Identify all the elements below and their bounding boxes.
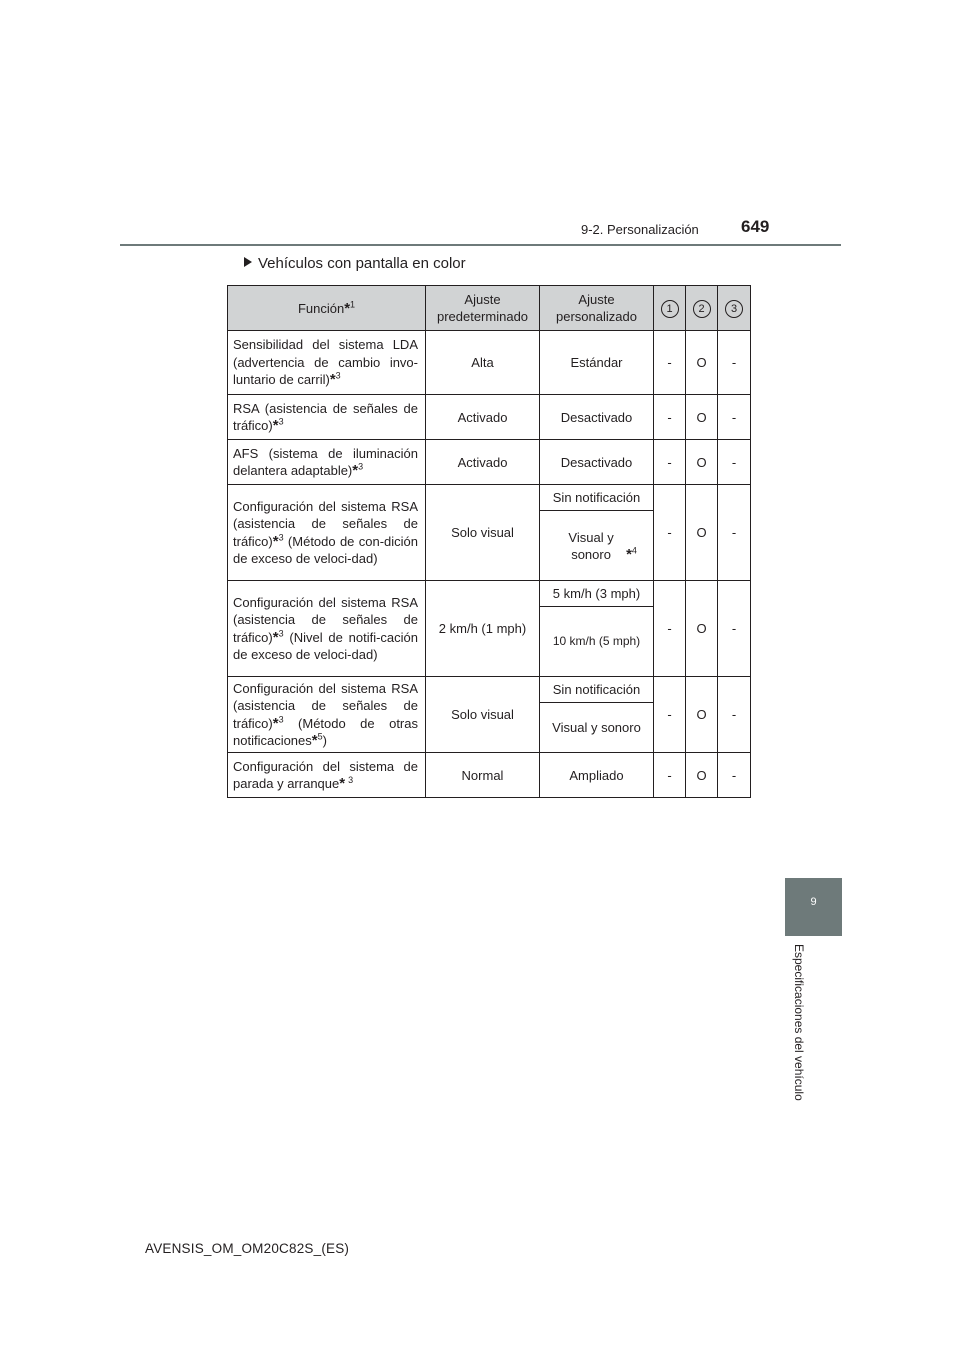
cell-predeterminado: Activado <box>426 395 540 440</box>
cell-col-1: - <box>654 753 686 798</box>
cell-personalizado: 5 km/h (3 mph) <box>540 581 654 607</box>
settings-table <box>227 285 751 798</box>
cell-col-2: O <box>686 677 718 753</box>
cell-col-2: O <box>686 331 718 395</box>
table-row <box>228 677 751 703</box>
table-row <box>228 440 751 485</box>
cell-col-3: - <box>718 440 751 485</box>
cell-predeterminado: Solo visual <box>426 677 540 753</box>
cell-funcion: Configuración del sistema RSA (asistencia de señales de tráfico)*$^3$ (Nivel de notifi-cación de exceso de veloci-dad) <box>228 581 426 677</box>
cell-col-3: - <box>718 331 751 395</box>
table-row <box>228 485 751 511</box>
header-col-2 <box>686 286 718 331</box>
cell-personalizado: Desactivado <box>540 440 654 485</box>
chapter-tab-number: 9 <box>785 878 842 936</box>
cell-funcion: Configuración del sistema RSA (asistencia de señales de tráfico)*$^3$ (Método de con-dición de exceso de veloci-dad) <box>228 485 426 581</box>
header-rule <box>120 244 841 246</box>
cell-personalizado: Sin notificación <box>540 677 654 703</box>
cell-personalizado: Visual y sonoro *$^4$ <box>540 511 654 581</box>
cell-personalizado: Estándar <box>540 331 654 395</box>
cell-predeterminado: Normal <box>426 753 540 798</box>
circled-number: 1 <box>661 300 679 318</box>
cell-personalizado: Sin notificación <box>540 485 654 511</box>
cell-funcion: Configuración del sistema RSA (asistencia de señales de tráfico)*$^3$ (Método de otras notificaciones*$^5$) <box>228 677 426 753</box>
cell-funcion: AFS (sistema de iluminación delantera adaptable)*$^3$ <box>228 440 426 485</box>
cell-col-2: O <box>686 753 718 798</box>
section-title: 9-2. Personalización <box>581 222 699 237</box>
circled-number: 3 <box>725 300 743 318</box>
cell-col-3: - <box>718 485 751 581</box>
table-row <box>228 331 751 395</box>
asterisk: * <box>344 299 351 317</box>
subtitle <box>244 255 466 272</box>
cell-personalizado: Desactivado <box>540 395 654 440</box>
cell-col-3: - <box>718 677 751 753</box>
cell-predeterminado: Activado <box>426 440 540 485</box>
header-funcion: Función*$^1$ <box>228 286 426 331</box>
cell-personalizado: Visual y sonoro <box>540 703 654 753</box>
cell-personalizado: Ampliado <box>540 753 654 798</box>
cell-predeterminado: Solo visual <box>426 485 540 581</box>
cell-col-3: - <box>718 395 751 440</box>
cell-col-3: - <box>718 753 751 798</box>
cell-col-2: O <box>686 485 718 581</box>
cell-funcion: RSA (asistencia de señales de tráfico)*$^3$ <box>228 395 426 440</box>
cell-col-1: - <box>654 485 686 581</box>
cell-col-2: O <box>686 440 718 485</box>
cell-col-1: - <box>654 440 686 485</box>
circled-number: 2 <box>693 300 711 318</box>
cell-col-2: O <box>686 395 718 440</box>
cell-col-1: - <box>654 395 686 440</box>
cell-col-1: - <box>654 331 686 395</box>
cell-col-1: - <box>654 581 686 677</box>
cell-funcion: Sensibilidad del sistema LDA (advertencia de cambio invo-luntario de carril)*$^3$ <box>228 331 426 395</box>
header-col-1 <box>654 286 686 331</box>
header-ajuste-predeterminado: Ajuste predeterminado <box>426 286 540 331</box>
table-header-row <box>228 286 751 331</box>
cell-predeterminado: Alta <box>426 331 540 395</box>
cell-col-2: O <box>686 581 718 677</box>
table-row <box>228 395 751 440</box>
header-col-3 <box>718 286 751 331</box>
cell-funcion: Configuración del sistema de parada y arranque* $^3$ <box>228 753 426 798</box>
table-row <box>228 753 751 798</box>
cell-personalizado: 10 km/h (5 mph) <box>540 607 654 677</box>
table-row <box>228 581 751 607</box>
header-ajuste-personalizado: Ajuste personalizado <box>540 286 654 331</box>
cell-predeterminado: 2 km/h (1 mph) <box>426 581 540 677</box>
chapter-tab-label: Especificaciones del vehículo <box>792 944 806 1101</box>
cell-col-1: - <box>654 677 686 753</box>
page-number: 649 <box>741 217 770 236</box>
triangle-bullet-icon <box>244 257 252 267</box>
cell-col-3: - <box>718 581 751 677</box>
subtitle-text: Vehículos con pantalla en color <box>258 255 466 272</box>
footer-code: AVENSIS_OM_OM20C82S_(ES) <box>145 1241 350 1256</box>
